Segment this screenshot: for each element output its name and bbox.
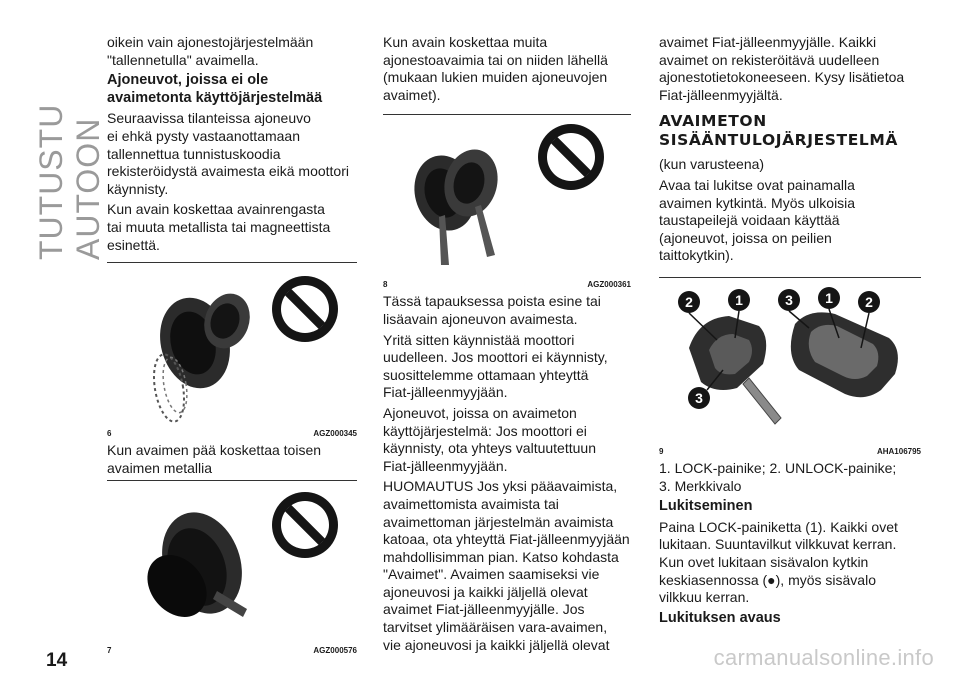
page-number: 14	[46, 650, 68, 671]
figure-number: 9	[659, 446, 664, 456]
paragraph: 1. LOCK-painike; 2. UNLOCK-painike; 3. Merkkivalo	[659, 459, 897, 494]
section-heading: Lukituksen avaus	[659, 609, 781, 626]
paragraph: Seuraavissa tilanteissa ajoneuvo ei ehkä pysty vastaanottamaan tallennettua tunnistuskoodia rekisteröidystä avaimesta eikä moottori käynnisty.	[107, 110, 349, 197]
key-touching-keyring-illustration	[107, 263, 357, 428]
paragraph: Tässä tapauksessa poista esine tai lisäavain ajoneuvon avaimesta.	[383, 293, 601, 327]
svg-text:2: 2	[685, 293, 693, 310]
paragraph: Yritä sitten käynnistää moottori uudelleen. Jos moottori ei käynnisty, suosittelemme ottamaan yhteyttä Fiat-jälleenmyyjään.	[383, 331, 608, 401]
figure-code: AGZ000345	[313, 429, 357, 439]
keyless-remote-illustration	[659, 278, 921, 446]
callout-badge	[858, 291, 880, 313]
paragraph: oikein vain ajonestojärjestelmään "tallennetulla" avaimella.	[107, 34, 314, 68]
keys-near-other-keys-illustration	[383, 115, 631, 279]
section-heading: Lukitseminen	[659, 498, 753, 515]
key-touching-key-illustration	[107, 481, 357, 645]
figure-number: 8	[383, 280, 388, 290]
column-2	[383, 34, 631, 657]
column-1	[107, 34, 357, 659]
svg-text:3: 3	[695, 389, 703, 406]
column-3	[659, 34, 921, 630]
figure-code: AGZ000576	[313, 646, 357, 656]
paragraph: HUOMAUTUS Jos yksi pääavaimista, avaimettomista avaimista tai avaimettoman järjestelmän avaimista katoaa, ota yhteyttä Fiat-jälleenmyyjään mahdollisimman pian. Katso kohdasta "Avaimet". Avaimen saamiseksi vie ajoneuvosi ja kaikki jäljellä olevat avaimet Fiat-jälleenmyyjälle. Jos tarvitset ylimääräisen vara-avaimen, vie ajoneuvosi ja kaikki jäljellä olevat	[383, 478, 630, 653]
figure-number: 7	[107, 646, 112, 656]
figure-code: AHA106795	[876, 446, 921, 456]
paragraph: Kun avaimen pää koskettaa toisen avaimen metallia	[107, 442, 322, 476]
svg-text:3: 3	[785, 291, 793, 308]
watermark: carmanualsonline.info	[713, 645, 934, 670]
section-side-title: TUTUSTU AUTOON	[33, 103, 106, 260]
callout-badge	[818, 287, 840, 309]
paragraph: Kun avain koskettaa avainrengasta tai muuta metallista tai magneettista esinettä.	[107, 201, 331, 253]
paragraph: Ajoneuvot, joissa on avaimeton käyttöjärjestelmä: Jos moottori ei käynnisty, ota yhteys valtuutettuun Fiat-jälleenmyyjään.	[383, 404, 596, 474]
callout-badge	[728, 289, 750, 311]
svg-text:1: 1	[825, 289, 833, 306]
svg-text:2: 2	[865, 293, 873, 310]
paragraph: Avaa tai lukitse ovat painamalla avaimen kytkintä. Myös ulkoisia taustapeilejä voidaan käyttää (ajoneuvot, joissa on peilien taittokytkin).	[659, 176, 856, 264]
callout-badge	[778, 289, 800, 311]
paragraph: Paina LOCK-painiketta (1). Kaikki ovet lukitaan. Suuntavilkut vilkkuvat kerran. Kun ovet lukitaan sisävalon kytkin keskiasennossa (●), myös sisävalo vilkkuu kerran.	[659, 518, 898, 606]
svg-text:1: 1	[735, 291, 743, 308]
figure-code: AGZ000361	[587, 280, 631, 290]
figure-caption	[107, 646, 357, 655]
figure-caption	[659, 447, 921, 456]
callout-badge	[688, 387, 710, 409]
callout-badge	[678, 291, 700, 313]
figure-8	[383, 114, 631, 279]
figure-caption	[107, 429, 357, 438]
figure-6	[107, 262, 357, 428]
paragraph: avaimet Fiat-jälleenmyyjälle. Kaikki avaimet on rekisteröitävä uudelleen ajonestotietokoneeseen. Kysy lisätietoa Fiat-jälleenmyyjältä.	[659, 34, 905, 103]
paragraph: Kun avain koskettaa muita ajonestoavaimia tai on niiden lähellä (mukaan lukien muiden ajoneuvojen avaimet).	[383, 34, 608, 103]
figure-9	[659, 277, 921, 446]
paragraph: (kun varusteena)	[659, 156, 765, 173]
section-heading: Ajoneuvot, joissa ei ole avaimetonta käyttöjärjestelmää	[107, 72, 323, 106]
section-heading: AVAIMETON SISÄÄNTULOJÄRJESTELMÄ	[659, 112, 898, 150]
figure-number: 6	[107, 429, 112, 439]
figure-caption	[383, 280, 631, 289]
figure-7	[107, 480, 357, 645]
